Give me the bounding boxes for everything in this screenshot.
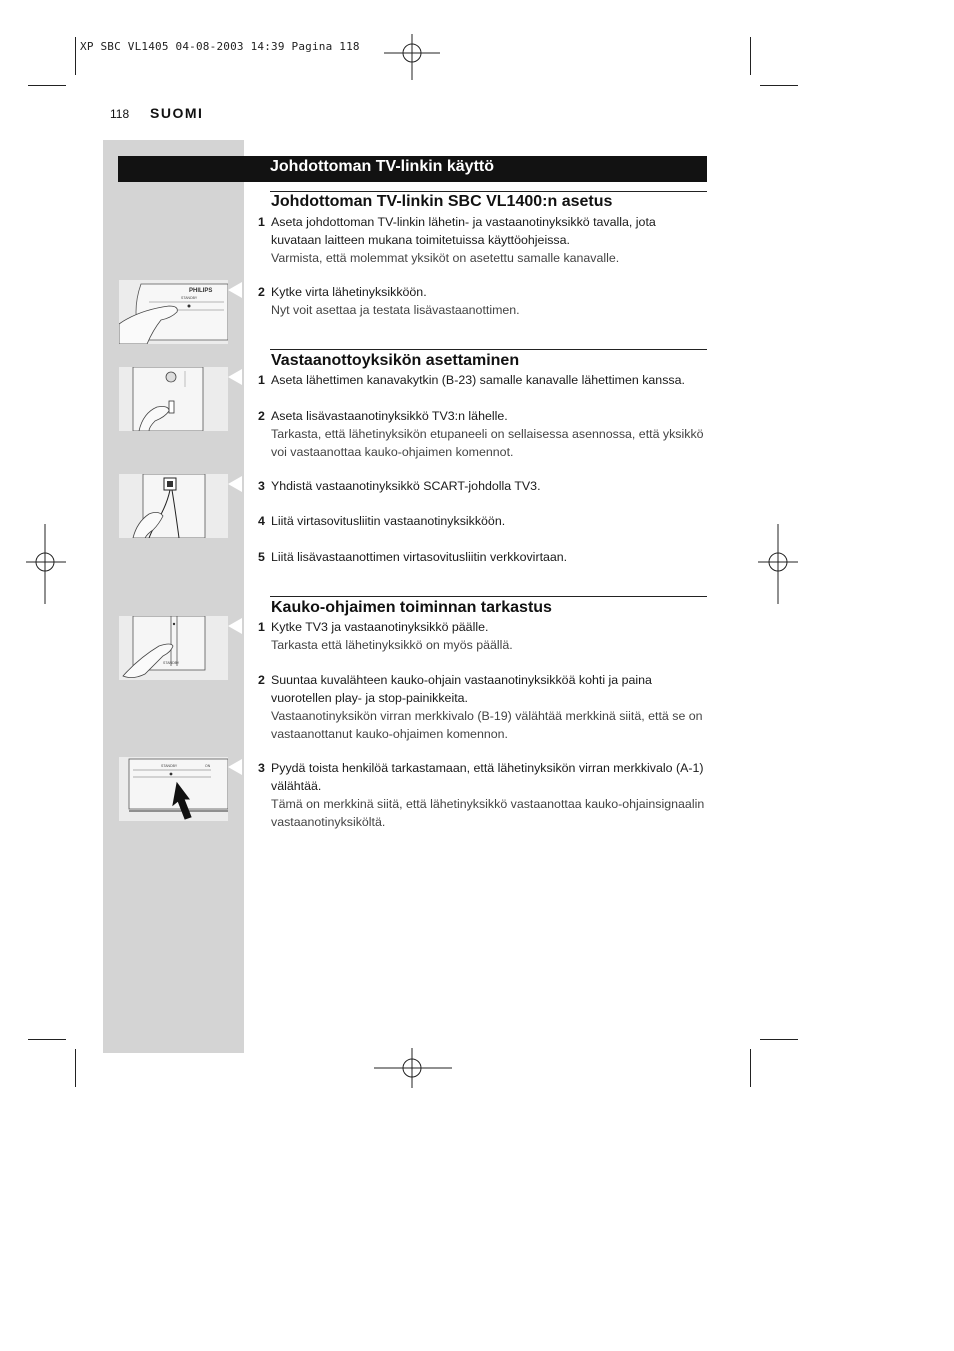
step-text: Yhdistä vastaanotinyksikkö SCART-johdolla TV3. [271, 479, 541, 493]
step-text: Pyydä toista henkilöä tarkastamaan, että lähetinyksikön virran merkkivalo (A-1) välähtää. [271, 761, 704, 793]
standby-label: STANDBY [163, 661, 180, 665]
pointer-triangle [228, 759, 242, 775]
step-text: Aseta lisävastaanotinyksikkö TV3:n lähelle. [271, 409, 508, 423]
step-text: Kytke TV3 ja vastaanotinyksikkö päälle. [271, 620, 489, 634]
crop-mark [760, 85, 798, 86]
banner-title: Johdottoman TV-linkin käyttö [270, 158, 495, 175]
pointer-triangle [228, 618, 242, 634]
list-item [258, 548, 708, 566]
list-item [258, 759, 708, 831]
illustration-channel-switch [119, 367, 228, 431]
step-number: 2 [258, 409, 265, 423]
list-item [258, 477, 708, 495]
step-note: Vastaanotinyksikön virran merkkivalo (B-19) välähtää merkkinä siitä, että se on vastaanottanut kauko-ohjaimen komennon. [271, 709, 703, 741]
list-item [258, 283, 708, 319]
crop-mark [75, 37, 76, 75]
heading-rule [270, 349, 707, 350]
registration-mark-left [26, 524, 66, 604]
illustration-scart-cable [119, 474, 228, 538]
language-label: SUOMI [150, 105, 204, 121]
step-note: Tarkasta, että lähetinyksikön etupaneeli on sellaisessa asennossa, että yksikkö voi vastaanottaa kauko-ohjaimen komennot. [271, 427, 704, 459]
step-text: Kytke virta lähetinyksikköön. [271, 285, 427, 299]
sidebar [103, 140, 244, 1053]
list-item [258, 671, 708, 743]
section-heading: Johdottoman TV-linkin SBC VL1400:n asetus [271, 193, 613, 210]
illustration-transmitter-power [119, 280, 228, 344]
registration-mark-bottom [374, 1048, 452, 1088]
section-heading: Kauko-ohjaimen toiminnan tarkastus [271, 599, 552, 616]
pointer-triangle [228, 369, 242, 385]
step-note: Tarkasta että lähetinyksikkö on myös päällä. [271, 638, 513, 652]
step-number: 4 [258, 514, 265, 528]
print-slug: XP SBC VL1405 04-08-2003 14:39 Pagina 118 [80, 40, 360, 53]
step-text: Liitä virtasovitusliitin vastaanotinyksikköön. [271, 514, 506, 528]
list-item [258, 213, 708, 267]
registration-mark-right [758, 524, 798, 604]
standby-label: STANDBY [161, 764, 178, 768]
page-number: 118 [110, 107, 130, 121]
heading-rule [270, 191, 707, 192]
step-number: 2 [258, 285, 265, 299]
pointer-triangle [228, 282, 242, 298]
step-number: 3 [258, 761, 265, 775]
crop-mark [750, 1049, 751, 1087]
step-text: Liitä lisävastaanottimen virtasovitusliitin verkkovirtaan. [271, 550, 568, 564]
registration-mark-top [384, 34, 440, 84]
list-item [258, 512, 708, 530]
step-text: Suuntaa kuvalähteen kauko-ohjain vastaanotinyksikköä kohti ja paina vuorotellen play- ja stop-painikkeita. [271, 673, 652, 705]
crop-mark [760, 1039, 798, 1040]
step-text: Aseta lähettimen kanavakytkin (B-23) samalle kanavalle lähettimen kanssa. [271, 373, 685, 387]
step-note: Nyt voit asettaa ja testata lisävastaanottimen. [271, 303, 520, 317]
list-item [258, 618, 708, 654]
section-banner [118, 156, 707, 182]
brand-logo-text: PHILIPS [189, 288, 213, 294]
step-number: 1 [258, 373, 265, 387]
step-note: Tämä on merkkinä siitä, että lähetinyksikkö vastaanottaa kauko-ohjainsignaalin vastaanotinyksiköltä. [271, 797, 705, 829]
step-number: 1 [258, 620, 265, 634]
crop-mark [28, 1039, 66, 1040]
list-item [258, 407, 708, 461]
step-number: 1 [258, 215, 265, 229]
section-heading: Vastaanottoyksikön asettaminen [271, 352, 520, 369]
on-label: ON [205, 764, 211, 768]
illustration-receiver-power [119, 616, 228, 680]
illustration-indicator-flash [119, 757, 228, 821]
crop-mark [750, 37, 751, 75]
step-number: 2 [258, 673, 265, 687]
pointer-triangle [228, 476, 242, 492]
standby-label: STANDBY [181, 296, 198, 300]
step-number: 5 [258, 550, 265, 564]
heading-rule [270, 596, 707, 597]
step-text: Aseta johdottoman TV-linkin lähetin- ja vastaanotinyksikkö tavalla, jota kuvataan laitteen mukana toimitetuissa käyttöohjeissa. [271, 215, 656, 247]
crop-mark [75, 1049, 76, 1087]
crop-mark [28, 85, 66, 86]
list-item [258, 371, 708, 389]
step-note: Varmista, että molemmat yksiköt on asetettu samalle kanavalle. [271, 251, 620, 265]
step-number: 3 [258, 479, 265, 493]
